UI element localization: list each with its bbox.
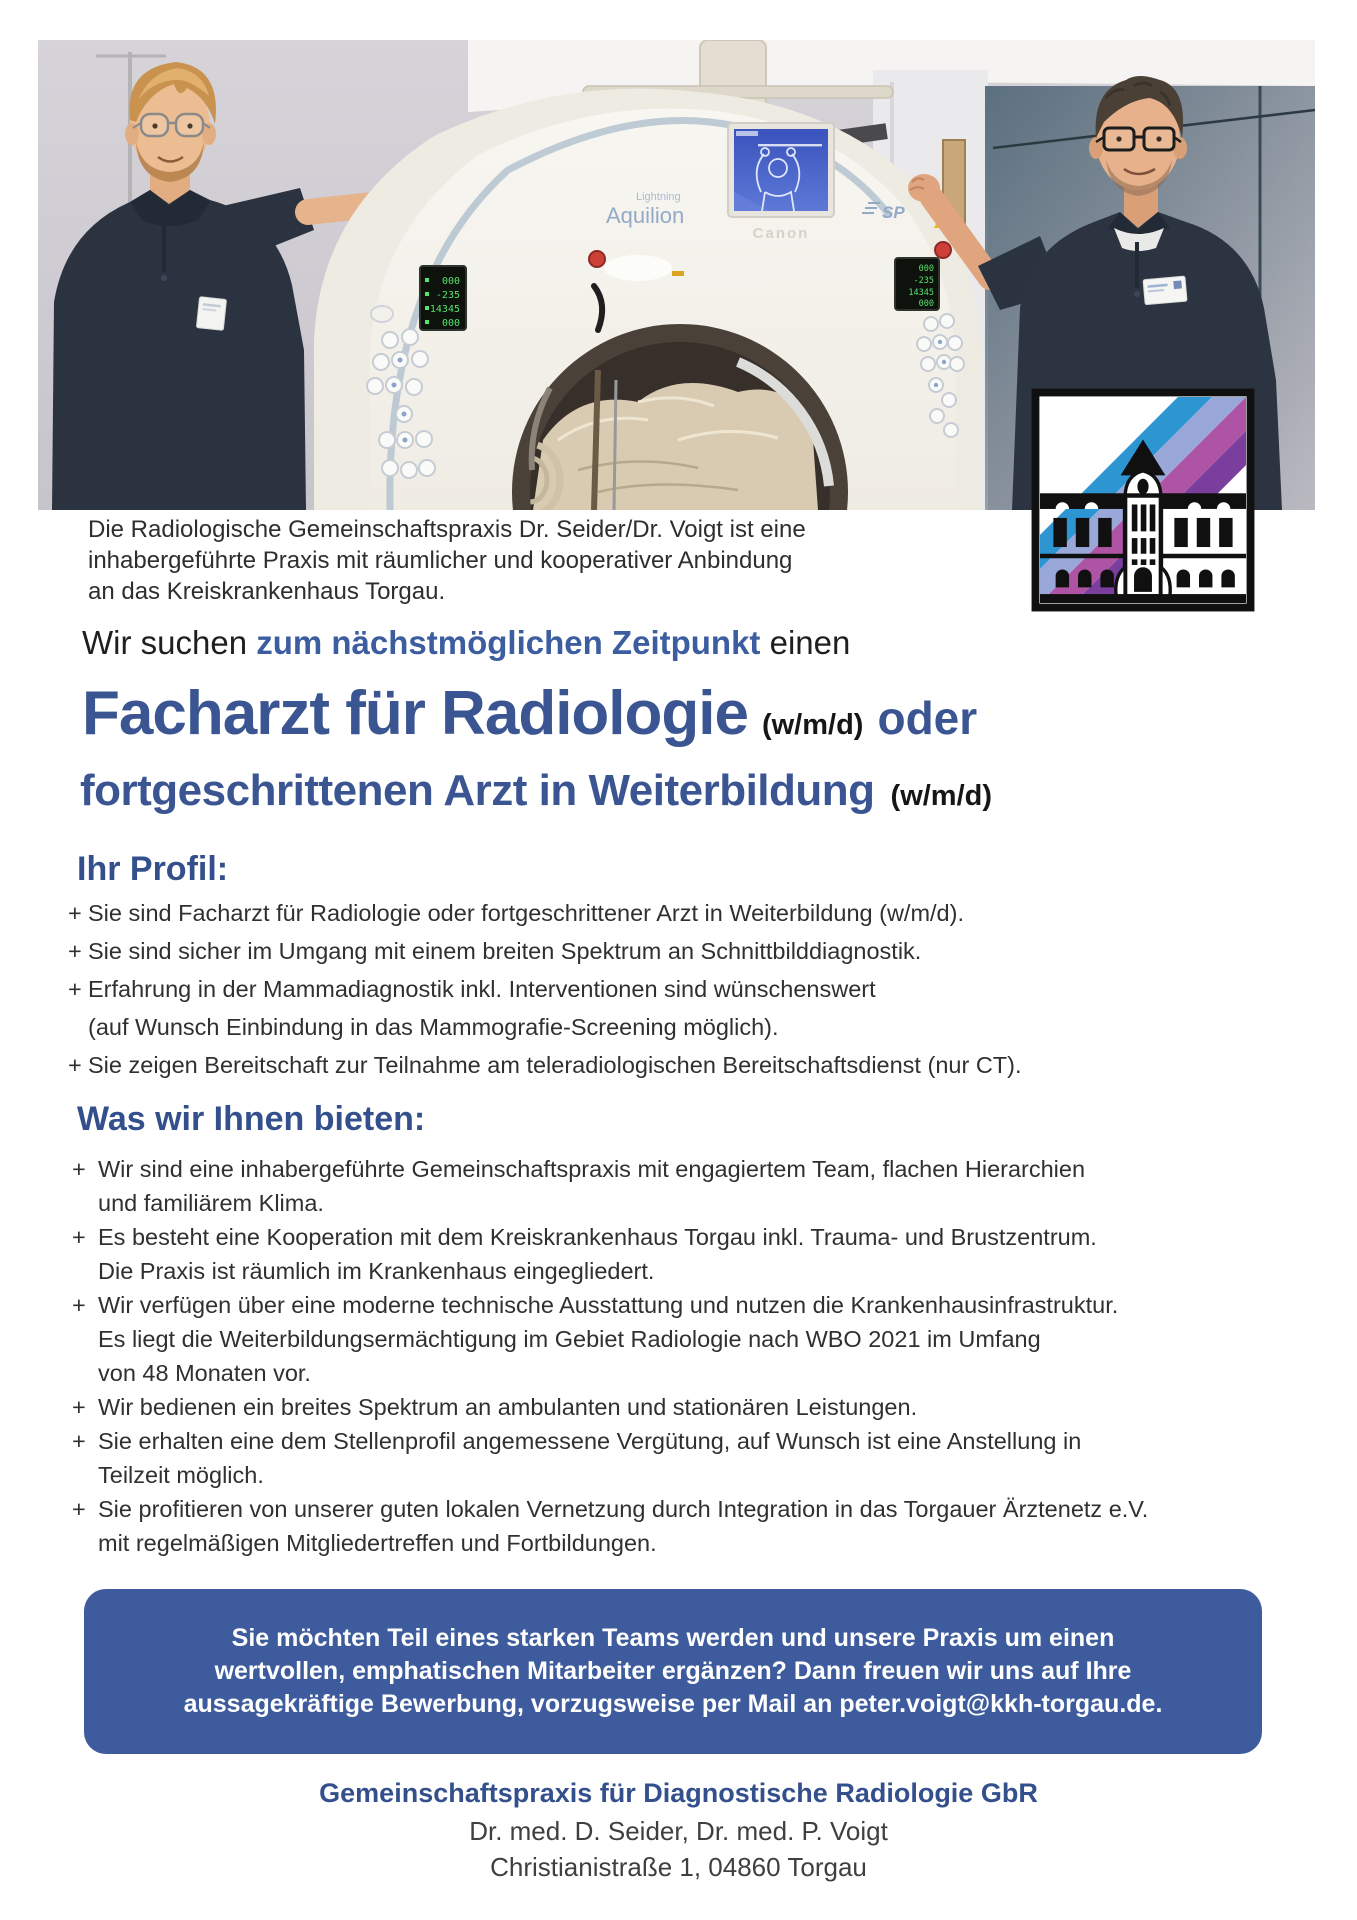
practice-address: Christianistraße 1, 04860 Torgau	[490, 1852, 867, 1882]
list-item	[72, 1220, 1312, 1288]
list-item	[68, 970, 1308, 1046]
list-item-text: Sie profitieren von unserer guten lokalen Vernetzung durch Integration in das Torgauer Ärztenetz e.V.	[98, 1496, 1149, 1522]
list-item-text: von 48 Monaten vor.	[98, 1360, 311, 1386]
list-item	[72, 1492, 1312, 1560]
bullet-marker: +	[68, 900, 82, 926]
svg-text:14345: 14345	[908, 288, 934, 298]
bullet-marker: +	[72, 1224, 86, 1250]
svg-text:000: 000	[918, 299, 934, 309]
gantry-display-screen	[728, 123, 834, 217]
emergency-stop-button-left	[589, 251, 605, 267]
list-item	[68, 932, 1308, 970]
list-item-text: (auf Wunsch Einbindung in das Mammografie-Screening möglich).	[88, 1014, 779, 1040]
list-item-text: Wir sind eine inhabergeführte Gemeinschaftspraxis mit engagiertem Team, flachen Hierarchien	[98, 1156, 1086, 1182]
gender-note: (w/m/d)	[761, 709, 864, 741]
job-title-line2	[80, 766, 992, 816]
list-item-text: mit regelmäßigen Mitgliedertreffen und Fortbildungen.	[98, 1530, 657, 1556]
list-item-text: Sie sind Facharzt für Radiologie oder fortgeschrittener Arzt in Weiterbildung (w/m/d).	[88, 900, 964, 926]
led-panel-left	[420, 266, 466, 330]
list-item-text: Teilzeit möglich.	[98, 1462, 264, 1488]
emergency-stop-button-right	[935, 242, 951, 258]
practice-name: Gemeinschaftspraxis für Diagnostische Radiologie GbR	[319, 1778, 1038, 1808]
list-item-text: Die Praxis ist räumlich im Krankenhaus eingegliedert.	[98, 1258, 655, 1284]
hiring-line	[82, 624, 850, 662]
practice-logo-graphic	[1030, 388, 1256, 612]
svg-text:14345: 14345	[429, 304, 460, 315]
bullet-marker: +	[68, 1052, 82, 1078]
profile-section-heading: Ihr Profil:	[77, 850, 229, 888]
job-title-alt: fortgeschrittenen Arzt in Weiterbildung	[80, 766, 875, 815]
list-item-text: und familiärem Klima.	[98, 1190, 324, 1216]
list-item	[68, 1046, 1308, 1084]
job-title-line1	[82, 678, 977, 749]
bullet-marker: +	[72, 1292, 86, 1318]
intro-line: inhabergeführte Praxis mit räumlicher und kooperativer Anbindung	[88, 547, 793, 574]
svg-text:000: 000	[918, 264, 934, 274]
gender-note: (w/m/d)	[890, 780, 993, 812]
cta-text-line: wertvollen, emphatischen Mitarbeiter ergänzen? Dann freuen wir uns auf Ihre	[214, 1657, 1132, 1685]
list-item-text: Es besteht eine Kooperation mit dem Kreiskrankenhaus Torgau inkl. Trauma- und Brustzentrum.	[98, 1224, 1097, 1250]
bullet-marker: +	[72, 1156, 86, 1182]
hiring-prefix: Wir suchen	[82, 624, 257, 661]
intro-line: Die Radiologische Gemeinschaftspraxis Dr. Seider/Dr. Voigt ist eine	[88, 516, 806, 543]
list-item	[68, 894, 1308, 932]
led-panel-right	[895, 258, 939, 310]
bullet-marker: +	[72, 1496, 86, 1522]
list-item-text: Wir bedienen ein breites Spektrum an ambulanten und stationären Leistungen.	[98, 1394, 918, 1420]
cta-text-line: Sie möchten Teil eines starken Teams werden und unsere Praxis um einen	[231, 1624, 1115, 1652]
list-item-text: Sie erhalten eine dem Stellenprofil angemessene Vergütung, auf Wunsch ist eine Anstellung in	[98, 1428, 1082, 1454]
bullet-marker: +	[72, 1394, 86, 1420]
doctor-names: Dr. med. D. Seider, Dr. med. P. Voigt	[469, 1816, 888, 1846]
canon-label: Canon	[752, 225, 810, 242]
bullet-marker: +	[72, 1428, 86, 1454]
bullet-marker: +	[68, 938, 82, 964]
list-item	[72, 1390, 1312, 1424]
practice-logo	[1030, 388, 1256, 612]
list-item	[72, 1288, 1312, 1390]
name-badge-right	[1143, 276, 1187, 305]
aquilion-label: Aquilion	[606, 203, 685, 228]
list-item-text: Wir verfügen über eine moderne technische Ausstattung und nutzen die Krankenhausinfrastruktur.	[98, 1292, 1119, 1318]
cta-box	[84, 1589, 1262, 1754]
list-item	[72, 1152, 1312, 1220]
svg-text:-235: -235	[435, 290, 460, 301]
list-item-text: Es liegt die Weiterbildungsermächtigung im Gebiet Radiologie nach WBO 2021 im Umfang	[98, 1326, 1041, 1352]
bullet-marker: +	[68, 976, 82, 1002]
lightning-label: Lightning	[636, 191, 681, 203]
svg-text:000: 000	[441, 318, 460, 329]
name-badge-left	[196, 297, 226, 331]
svg-text:000: 000	[441, 276, 460, 287]
hiring-suffix: einen	[760, 624, 851, 661]
profile-list	[68, 894, 1308, 1084]
intro-paragraph	[88, 514, 806, 607]
svg-text:-235: -235	[913, 276, 934, 286]
hiring-highlight: zum nächstmöglichen Zeitpunkt	[256, 624, 761, 661]
intro-line: an das Kreiskrankenhaus Torgau.	[88, 578, 446, 605]
benefits-list	[72, 1152, 1312, 1560]
svg-text:SP: SP	[882, 203, 905, 222]
benefits-section-heading: Was wir Ihnen bieten:	[77, 1100, 426, 1138]
list-item-text: Sie zeigen Bereitschaft zur Teilnahme am teleradiologischen Bereitschaftsdienst (nur CT).	[88, 1052, 1022, 1078]
list-item-text: Sie sind sicher im Umgang mit einem breiten Spektrum an Schnittbilddiagnostik.	[88, 938, 922, 964]
job-title-main: Facharzt für Radiologie	[82, 679, 748, 748]
cta-text-line: aussagekräftige Bewerbung, vorzugsweise per Mail an peter.voigt@kkh-torgau.de.	[183, 1690, 1163, 1718]
list-item	[72, 1424, 1312, 1492]
list-item-text: Erfahrung in der Mammadiagnostik inkl. Interventionen sind wünschenswert	[88, 976, 876, 1002]
job-title-or: oder	[877, 692, 978, 744]
